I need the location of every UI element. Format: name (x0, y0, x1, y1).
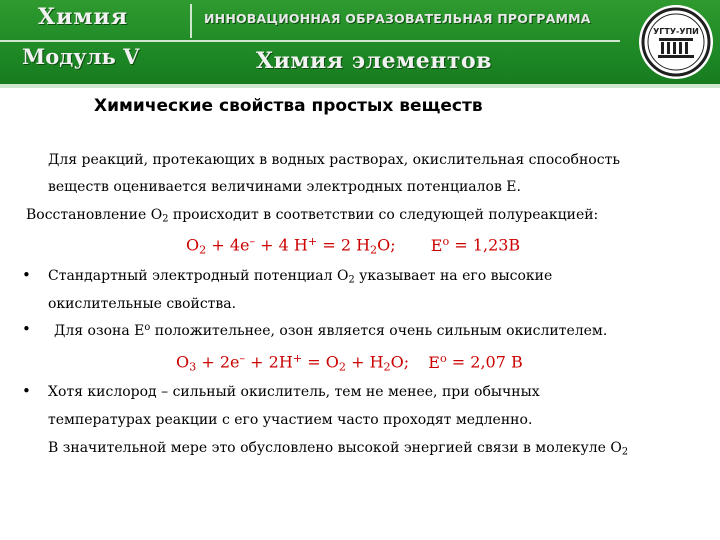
slide-heading: Химические свойства простых веществ (94, 96, 483, 116)
module-title: Модуль V (22, 44, 140, 69)
bullet-text: Стандартный электродный потенциал $О_2$ указывает на его высокие (48, 268, 553, 286)
header-divider-horizontal (0, 40, 620, 42)
bullet-marker: • (22, 382, 31, 400)
logo-text: УГТУ-УПИ (653, 27, 699, 36)
bullet-text: В значительной мере это обусловлено высокой энергией связи в молекуле $О_2$ (48, 440, 629, 458)
oxygen-half-reaction: $О_2 + 4е^- + 4$ Н+ = 2 $Н_2О$; $Е^о = 1,23В$ (186, 235, 521, 257)
paragraph-line: Для реакций, протекающих в водных растворах, окислительная способность (48, 152, 620, 168)
ozone-half-reaction: $О_3 + 2е^- + 2Н^+ = О_2 + Н_2О$; $Е^о = 2,07$ В (176, 352, 523, 374)
course-title: Химия (38, 4, 129, 30)
program-title: ИННОВАЦИОННАЯ ОБРАЗОВАТЕЛЬНАЯ ПРОГРАММА (204, 11, 591, 26)
bullet-text: Для озона $Е^о$ положительнее, озон является очень сильным окислителем. (54, 322, 608, 339)
header-bottom-stripe (0, 84, 720, 88)
paragraph-line: веществ оценивается величинами электродных потенциалов Е. (48, 179, 521, 195)
university-logo (637, 3, 715, 81)
reduction-statement: Восстановление $О_2$ происходит в соответствии со следующей полуреакцией: (26, 207, 599, 225)
bullet-marker: • (22, 266, 31, 284)
bullet-marker: • (22, 320, 31, 338)
topic-title: Химия элементов (256, 48, 492, 74)
header-banner (0, 0, 720, 88)
bullet-text: Хотя кислород – сильный окислитель, тем не менее, при обычных (48, 384, 540, 400)
bullet-text: температурах реакции с его участием часто проходят медленно. (48, 412, 533, 428)
bullet-text: окислительные свойства. (48, 296, 237, 312)
header-divider-vertical (190, 4, 192, 38)
